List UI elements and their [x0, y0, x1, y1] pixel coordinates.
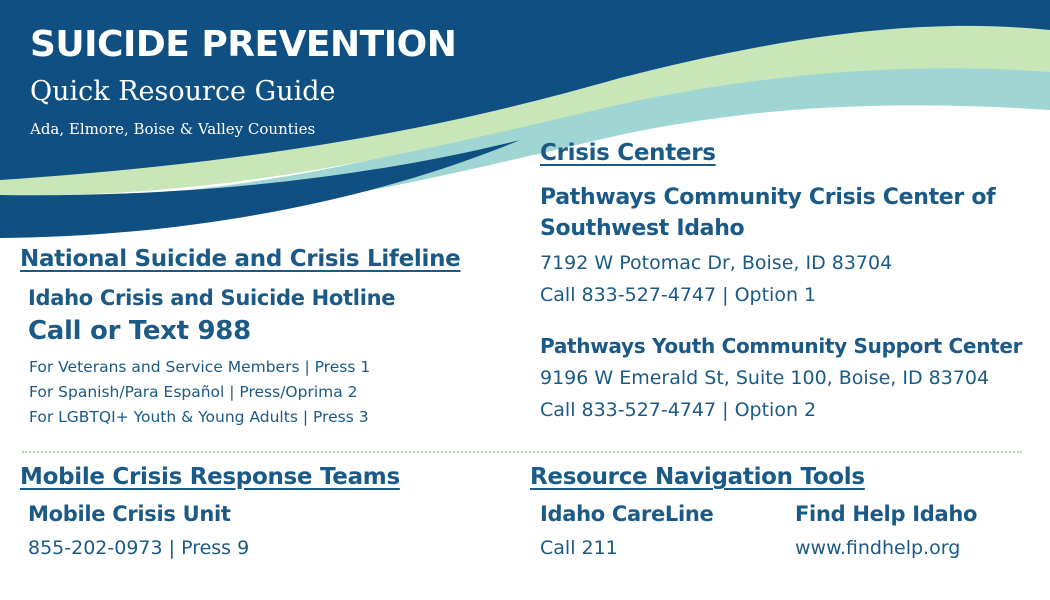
crisis-centers-heading: Crisis Centers: [540, 140, 716, 166]
center-2-name: Pathways Youth Community Support Center: [540, 334, 1023, 358]
page-subtitle: Quick Resource Guide: [30, 76, 336, 107]
counties-label: Ada, Elmore, Boise & Valley Counties: [30, 120, 316, 138]
find-help-idaho-url[interactable]: www.findhelp.org: [795, 537, 961, 559]
national-lifeline-heading: National Suicide and Crisis Lifeline: [20, 246, 461, 272]
center-1-address: 7192 W Potomac Dr, Boise, ID 83704: [540, 252, 893, 274]
call-or-text-988: Call or Text 988: [28, 316, 251, 346]
option-spanish: For Spanish/Para Español | Press/Oprima 2: [29, 383, 358, 401]
idaho-careline-detail: Call 211: [540, 537, 618, 559]
idaho-careline-name: Idaho CareLine: [540, 502, 714, 526]
mobile-crisis-heading: Mobile Crisis Response Teams: [20, 464, 400, 490]
center-2-phone: Call 833-527-4747 | Option 2: [540, 399, 817, 421]
center-1-name-line2: Southwest Idaho: [540, 216, 745, 241]
option-lgbtqi: For LGBTQI+ Youth & Young Adults | Press 3: [29, 408, 369, 426]
center-1-name-line1: Pathways Community Crisis Center of: [540, 185, 996, 210]
center-2-address: 9196 W Emerald St, Suite 100, Boise, ID 83704: [540, 367, 990, 389]
hotline-name: Idaho Crisis and Suicide Hotline: [28, 286, 396, 310]
find-help-idaho-name: Find Help Idaho: [795, 502, 978, 526]
section-divider: [22, 451, 1022, 453]
mobile-crisis-phone: 855-202-0973 | Press 9: [28, 537, 250, 559]
option-veterans: For Veterans and Service Members | Press 1: [29, 358, 371, 376]
resource-navigation-heading: Resource Navigation Tools: [530, 464, 865, 490]
mobile-crisis-unit-name: Mobile Crisis Unit: [28, 502, 231, 526]
page-title: SUICIDE PREVENTION: [30, 24, 457, 65]
center-1-phone: Call 833-527-4747 | Option 1: [540, 284, 817, 306]
